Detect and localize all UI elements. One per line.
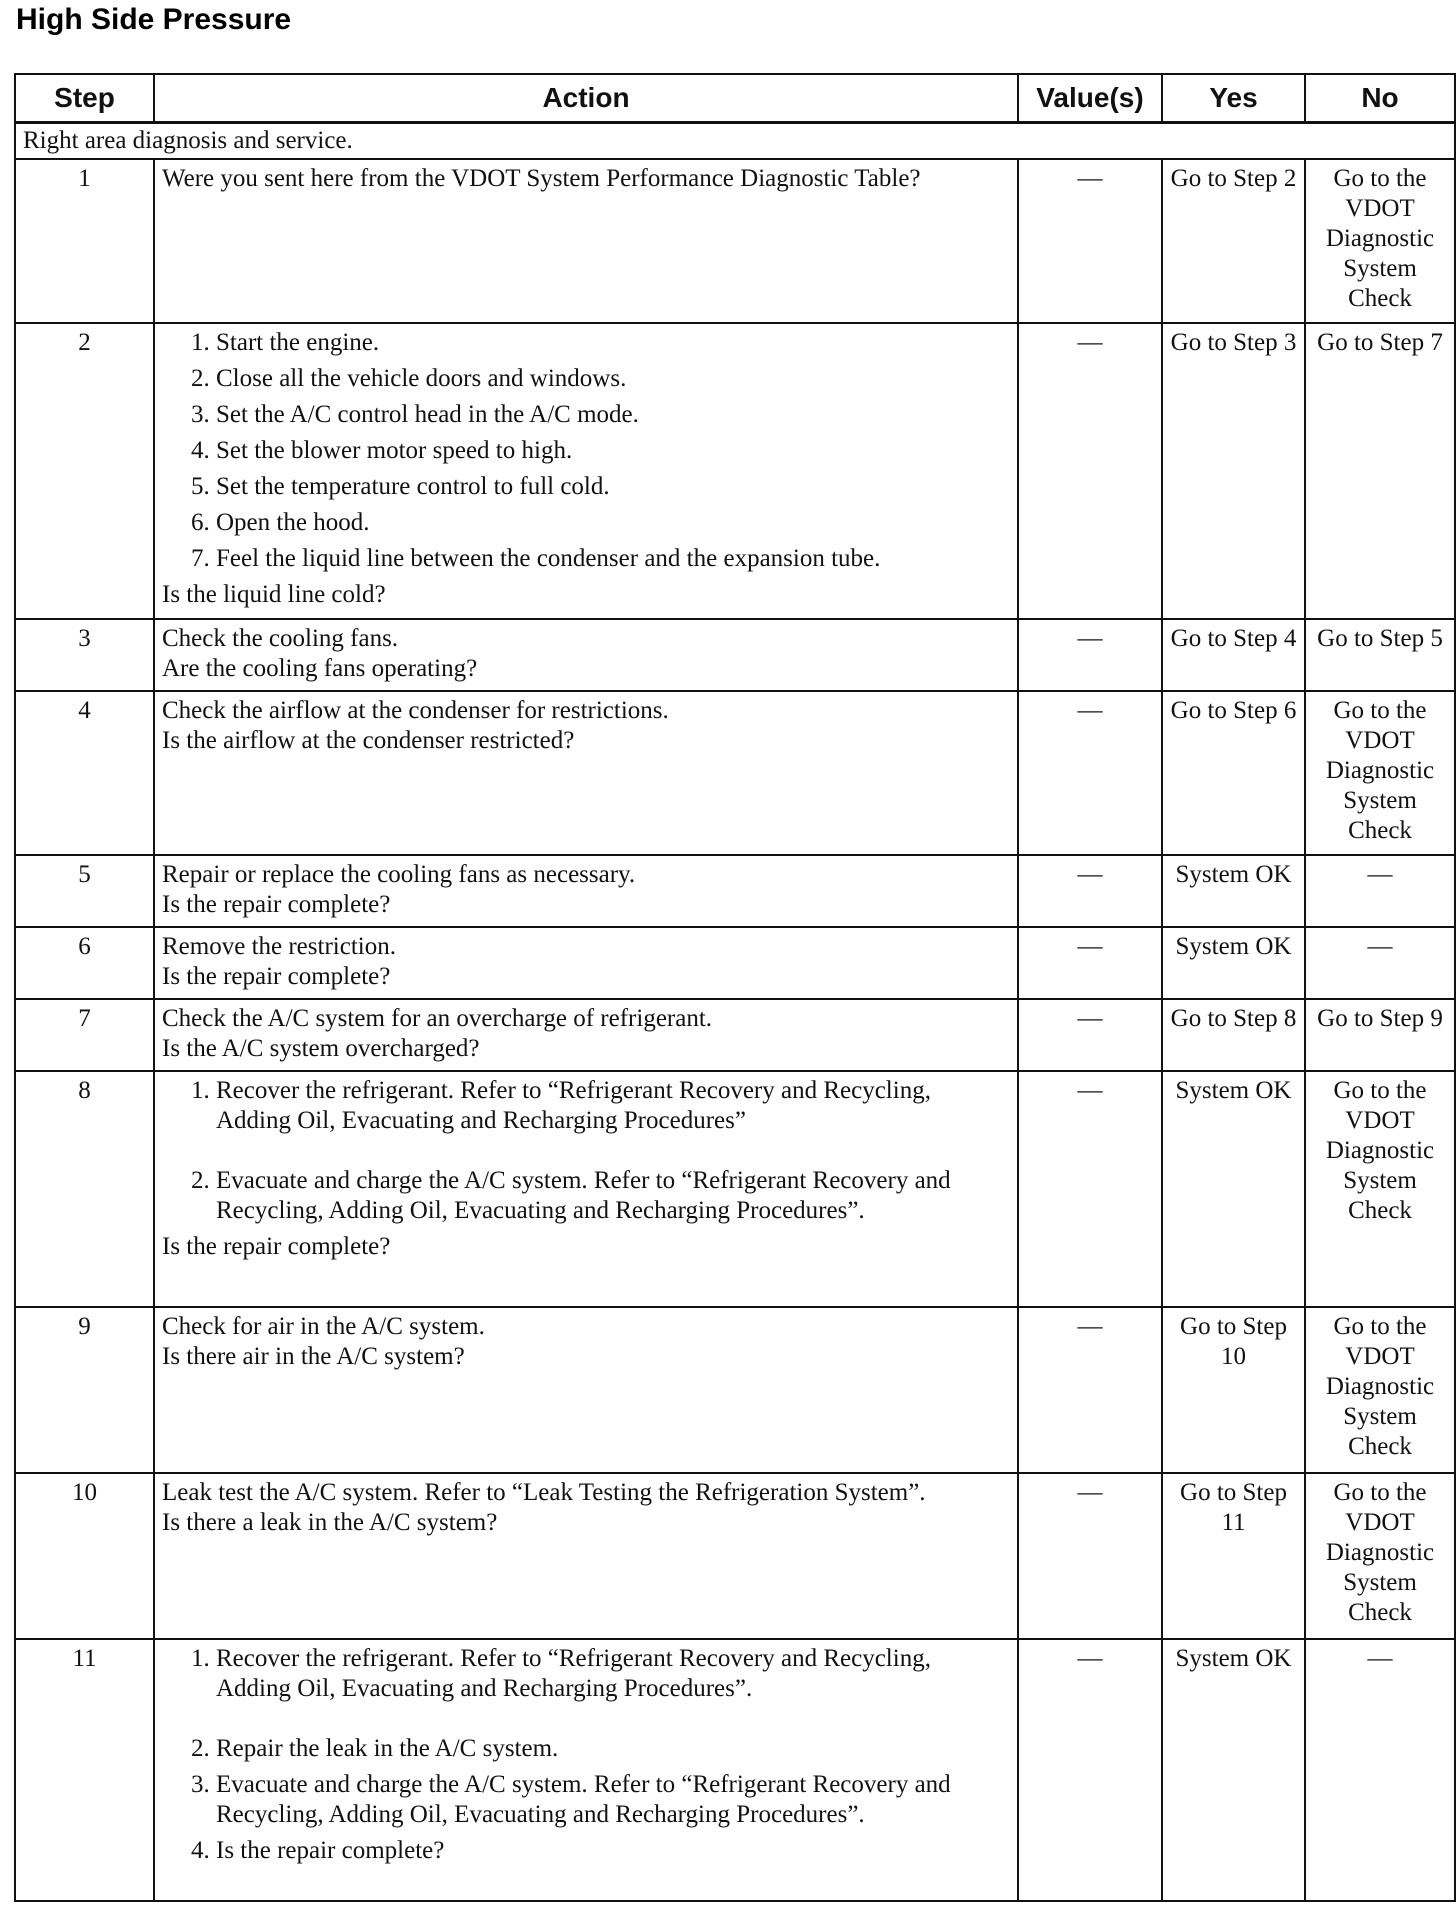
question-text: Is the airflow at the condenser restricted? xyxy=(162,727,575,754)
action-cell xyxy=(154,855,1018,927)
no-cell: Go to the VDOT Diagnostic System Check xyxy=(1305,159,1455,323)
action-cell xyxy=(154,1473,1018,1639)
yes-cell: Go to Step 6 xyxy=(1162,691,1305,855)
table-row xyxy=(15,1639,1455,1901)
procedure-list xyxy=(162,328,1010,574)
table-row xyxy=(15,1307,1455,1473)
procedure-step: 4. Set the blower motor speed to high. xyxy=(216,436,1010,466)
header-row xyxy=(15,74,1455,123)
question-text: Is the A/C system overcharged? xyxy=(162,1035,480,1062)
procedure-step: 2. Evacuate and charge the A/C system. Refer to “Refrigerant Recovery and Recycling, Adding Oil, Evacuating and Recharging Procedures”. xyxy=(216,1166,1010,1226)
no-cell: Go to the VDOT Diagnostic System Check xyxy=(1305,1307,1455,1473)
value-cell: — xyxy=(1018,1639,1162,1901)
section-row xyxy=(15,123,1455,160)
no-cell: Go to Step 7 xyxy=(1305,323,1455,619)
action-text: Check for air in the A/C system. xyxy=(162,1313,485,1340)
yes-cell: System OK xyxy=(1162,1639,1305,1901)
step-number: 1 xyxy=(15,159,154,323)
procedure-step: 5. Set the temperature control to full cold. xyxy=(216,472,1010,502)
yes-cell: Go to Step 10 xyxy=(1162,1307,1305,1473)
procedure-step: 3. Evacuate and charge the A/C system. Refer to “Refrigerant Recovery and Recycling, Adding Oil, Evacuating and Recharging Procedures”. xyxy=(216,1770,1010,1830)
value-cell: — xyxy=(1018,159,1162,323)
table-row xyxy=(15,1071,1455,1307)
question-text: Is the liquid line cold? xyxy=(162,581,386,608)
procedure-step: 7. Feel the liquid line between the condenser and the expansion tube. xyxy=(216,544,1010,574)
step-number: 10 xyxy=(15,1473,154,1639)
value-cell: — xyxy=(1018,323,1162,619)
action-cell xyxy=(154,619,1018,691)
action-cell xyxy=(154,1307,1018,1473)
question-text: Is there a leak in the A/C system? xyxy=(162,1509,498,1536)
action-text: Check the cooling fans. xyxy=(162,625,399,652)
action-cell xyxy=(154,1071,1018,1307)
value-cell: — xyxy=(1018,1307,1162,1473)
no-cell: Go to the VDOT Diagnostic System Check xyxy=(1305,1071,1455,1307)
action-cell xyxy=(154,159,1018,323)
value-cell: — xyxy=(1018,1473,1162,1639)
procedure-step: 1. Recover the refrigerant. Refer to “Refrigerant Recovery and Recycling, Adding Oil, Evacuating and Recharging Procedures” xyxy=(216,1076,1010,1136)
yes-cell: Go to Step 4 xyxy=(1162,619,1305,691)
procedure-step: 4. Is the repair complete? xyxy=(216,1836,1010,1866)
question-text: Is the repair complete? xyxy=(162,1233,391,1260)
question-text: Is the repair complete? xyxy=(162,963,391,990)
value-cell: — xyxy=(1018,691,1162,855)
action-text: Remove the restriction. xyxy=(162,933,396,960)
action-text: Leak test the A/C system. Refer to “Leak Testing the Refrigeration System”. xyxy=(162,1479,926,1506)
no-cell: — xyxy=(1305,855,1455,927)
step-number: 8 xyxy=(15,1071,154,1307)
value-cell: — xyxy=(1018,1071,1162,1307)
yes-cell: System OK xyxy=(1162,927,1305,999)
step-number: 4 xyxy=(15,691,154,855)
procedure-step: 1. Start the engine. xyxy=(216,328,1010,358)
yes-cell: Go to Step 2 xyxy=(1162,159,1305,323)
table-row xyxy=(15,619,1455,691)
step-number: 9 xyxy=(15,1307,154,1473)
no-cell: Go to the VDOT Diagnostic System Check xyxy=(1305,1473,1455,1639)
action-cell xyxy=(154,999,1018,1071)
question-text: Is the repair complete? xyxy=(162,891,391,918)
header-action: Action xyxy=(154,74,1018,123)
table-row xyxy=(15,1473,1455,1639)
procedure-step: 6. Open the hood. xyxy=(216,508,1010,538)
table-row xyxy=(15,999,1455,1071)
action-cell xyxy=(154,927,1018,999)
header-no: No xyxy=(1305,74,1455,123)
table-row xyxy=(15,927,1455,999)
header-yes: Yes xyxy=(1162,74,1305,123)
table-row xyxy=(15,855,1455,927)
procedure-list xyxy=(162,1644,1010,1866)
step-number: 5 xyxy=(15,855,154,927)
question-text: Are the cooling fans operating? xyxy=(162,655,478,682)
step-number: 6 xyxy=(15,927,154,999)
no-cell: — xyxy=(1305,1639,1455,1901)
no-cell: — xyxy=(1305,927,1455,999)
step-number: 2 xyxy=(15,323,154,619)
procedure-step: 1. Recover the refrigerant. Refer to “Refrigerant Recovery and Recycling, Adding Oil, Evacuating and Recharging Procedures”. xyxy=(216,1644,1010,1704)
procedure-step: 2. Close all the vehicle doors and windows. xyxy=(216,364,1010,394)
action-text: Check the A/C system for an overcharge of refrigerant. xyxy=(162,1005,713,1032)
table-row xyxy=(15,323,1455,619)
action-text: Repair or replace the cooling fans as necessary. xyxy=(162,861,636,888)
action-text: Were you sent here from the VDOT System Performance Diagnostic Table? xyxy=(162,165,921,192)
yes-cell: Go to Step 3 xyxy=(1162,323,1305,619)
value-cell: — xyxy=(1018,855,1162,927)
procedure-step: 2. Repair the leak in the A/C system. xyxy=(216,1734,1010,1764)
value-cell: — xyxy=(1018,927,1162,999)
yes-cell: Go to Step 11 xyxy=(1162,1473,1305,1639)
diagnostic-table xyxy=(14,73,1456,1902)
yes-cell: Go to Step 8 xyxy=(1162,999,1305,1071)
header-values: Value(s) xyxy=(1018,74,1162,123)
value-cell: — xyxy=(1018,999,1162,1071)
yes-cell: System OK xyxy=(1162,1071,1305,1307)
action-cell xyxy=(154,1639,1018,1901)
action-cell xyxy=(154,691,1018,855)
action-text: Check the airflow at the condenser for restrictions. xyxy=(162,697,669,724)
page-title: High Side Pressure xyxy=(16,3,292,36)
section-label: Right area diagnosis and service. xyxy=(15,123,1455,160)
step-number: 3 xyxy=(15,619,154,691)
action-cell xyxy=(154,323,1018,619)
step-number: 7 xyxy=(15,999,154,1071)
no-cell: Go to Step 5 xyxy=(1305,619,1455,691)
procedure-list xyxy=(162,1076,1010,1226)
step-number: 11 xyxy=(15,1639,154,1901)
question-text: Is there air in the A/C system? xyxy=(162,1343,465,1370)
procedure-step: 3. Set the A/C control head in the A/C mode. xyxy=(216,400,1010,430)
header-step: Step xyxy=(15,74,154,123)
value-cell: — xyxy=(1018,619,1162,691)
table-row xyxy=(15,159,1455,323)
table-row xyxy=(15,691,1455,855)
no-cell: Go to Step 9 xyxy=(1305,999,1455,1071)
no-cell: Go to the VDOT Diagnostic System Check xyxy=(1305,691,1455,855)
yes-cell: System OK xyxy=(1162,855,1305,927)
